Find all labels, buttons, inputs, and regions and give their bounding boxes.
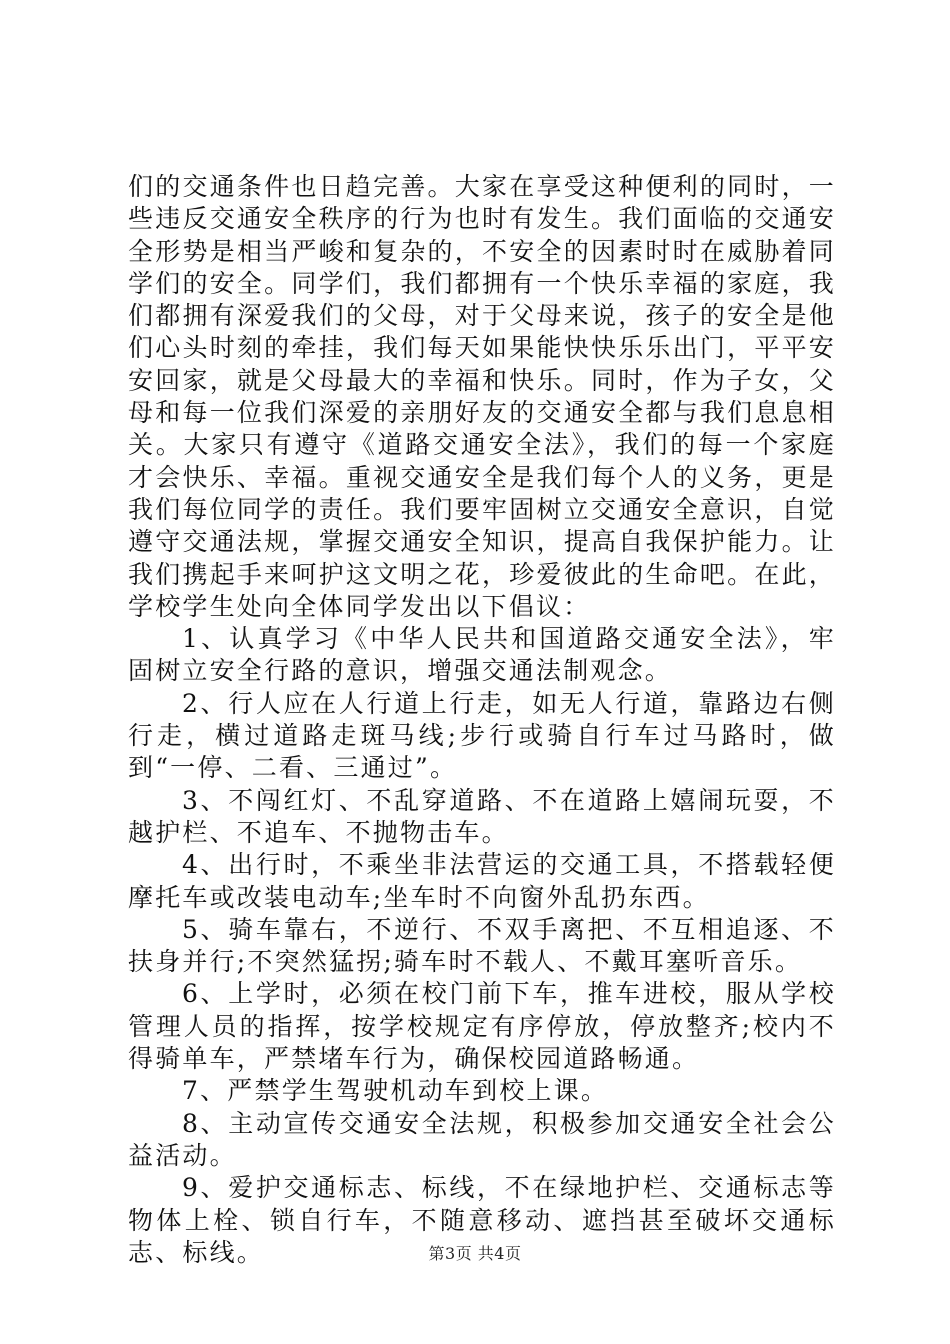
document-body: [128, 171, 836, 1269]
paragraph-item-8: 8、主动宣传交通安全法规，积极参加交通安全社会公益活动。: [128, 1108, 836, 1170]
paragraph-item-3: 3、不闯红灯、不乱穿道路、不在道路上嬉闹玩耍，不越护栏、不追车、不抛物击车。: [128, 785, 836, 847]
paragraph-intro: 们的交通条件也日趋完善。大家在享受这种便利的同时，一些违反交通安全秩序的行为也时有发生。我们面临的交通安全形势是相当严峻和复杂的，不安全的因素时时在威胁着同学们的安全。同学们，我们都拥有一个快乐幸福的家庭，我们都拥有深爱我们的父母，对于父母来说，孩子的安全是他们心头时刻的牵挂，我们每天如果能快快乐乐出门，平平安安回家，就是父母最大的幸福和快乐。同时，作为子女，父母和每一位我们深爱的亲朋好友的交通安全都与我们息息相关。大家只有遵守《道路交通安全法》，我们的每一个家庭才会快乐、幸福。重视交通安全是我们每个人的义务，更是我们每位同学的责任。我们要牢固树立交通安全意识，自觉遵守交通法规，掌握交通安全知识，提高自我保护能力。让我们携起手来呵护这文明之花，珍爱彼此的生命吧。在此，学校学生处向全体同学发出以下倡议：: [128, 172, 836, 621]
page-number-footer: 第3页 共4页: [428, 1244, 522, 1263]
paragraph-item-2: 2、行人应在人行道上行走，如无人行道，靠路边右侧行走，横过道路走斑马线;步行或骑自行车过马路时，做到“一停、二看、三通过”。: [128, 688, 836, 783]
paragraph-item-7: 7、严禁学生驾驶机动车到校上课。: [182, 1076, 609, 1106]
paragraph-item-1: 1、认真学习《中华人民共和国道路交通安全法》，牢固树立安全行路的意识，增强交通法制观念。: [128, 624, 836, 686]
paragraph-item-9: 9、爱护交通标志、标线，不在绿地护栏、交通标志等物体上栓、锁自行车，不随意移动、遮挡甚至破坏交通标志、标线。: [128, 1173, 836, 1267]
paragraph-item-5: 5、骑车靠右，不逆行、不双手离把、不互相追逐、不扶身并行;不突然猛拐;骑车时不载人、不戴耳塞听音乐。: [128, 914, 836, 977]
paragraph-item-4: 4、出行时，不乘坐非法营运的交通工具，不搭载轻便摩托车或改装电动车;坐车时不向窗外乱扔东西。: [128, 850, 836, 912]
paragraph-item-6: 6、上学时，必须在校门前下车，推车进校，服从学校管理人员的指挥，按学校规定有序停放，停放整齐;校内不得骑单车，严禁堵车行为，确保校园道路畅通。: [128, 979, 836, 1074]
